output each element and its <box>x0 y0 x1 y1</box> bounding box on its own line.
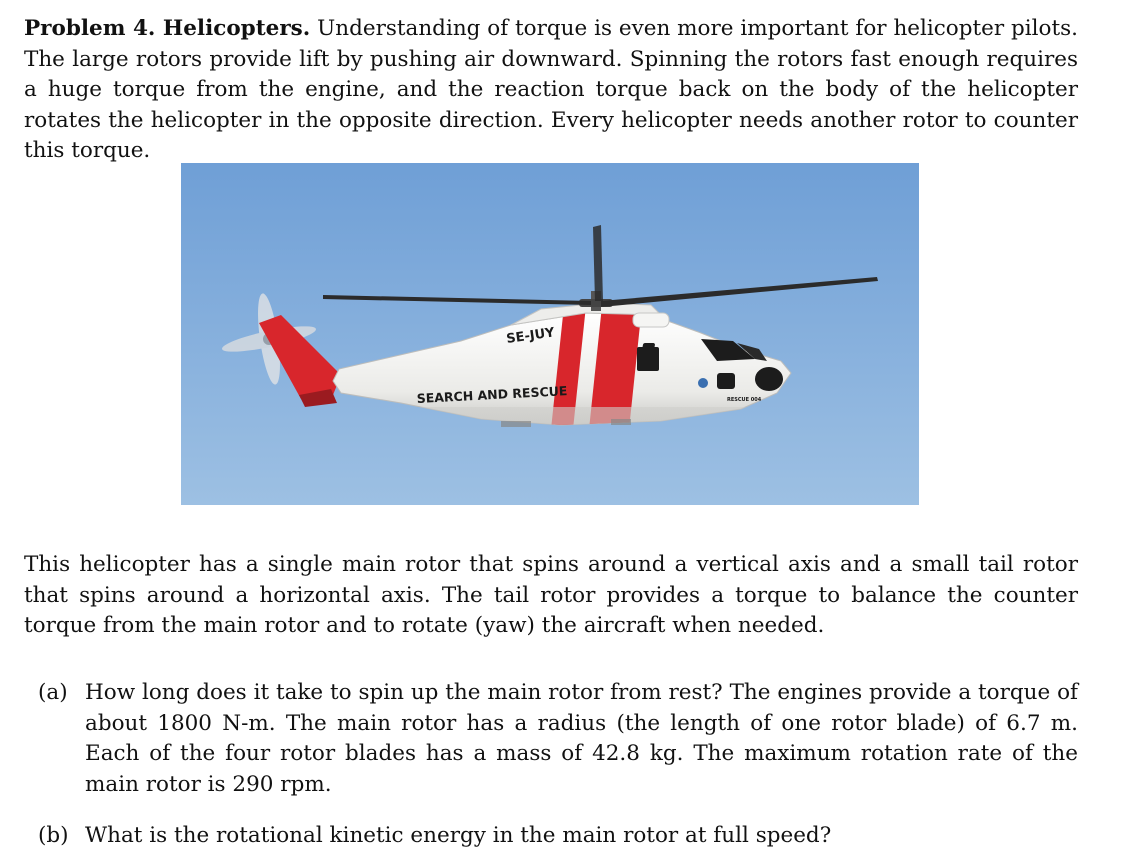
description-paragraph: This helicopter has a single main rotor that spins around a vertical axis and a small tail rotor that spins around a horizontal axis. The tail rotor provides a torque to balance the counter torque from the main rotor and to rotate (yaw) the aircraft when needed. <box>24 552 1078 638</box>
problem-intro-text: Understanding of torque is even more important for helicopter pilots. The large rotors provide lift by pushing air downward. Spinning the rotors fast enough requires a huge torque from the engine, and the reaction torque back on the body of the helicopter rotates the helicopter in the opposite direction. Every helicopter needs another rotor to counter this torque. <box>24 16 1078 163</box>
question-b-text: What is the rotational kinetic energy in the main rotor at full speed? <box>85 823 832 848</box>
question-b-label: (b) <box>38 823 69 848</box>
nose-marking: RESCUE 004 <box>727 397 762 403</box>
problem-intro-paragraph <box>24 14 1078 167</box>
search-rescue-marking: SEARCH AND RESCUE <box>416 383 568 406</box>
registration-marking: SE-JUY <box>505 325 556 347</box>
question-a <box>38 678 1078 800</box>
problem-heading: Problem 4. Helicopters. <box>24 16 311 41</box>
helicopter-photo <box>181 163 919 505</box>
question-a-label: (a) <box>38 680 68 705</box>
question-b <box>38 821 1078 852</box>
question-a-text: How long does it take to spin up the main rotor from rest? The engines provide a torque of about 1800 N-m. The main rotor has a radius (the length of one rotor blade) of 6.7 m. Each of the four rotor blades has a mass of 42.8 kg. The maximum rotation rate of the main rotor is 290 rpm. <box>85 680 1078 797</box>
